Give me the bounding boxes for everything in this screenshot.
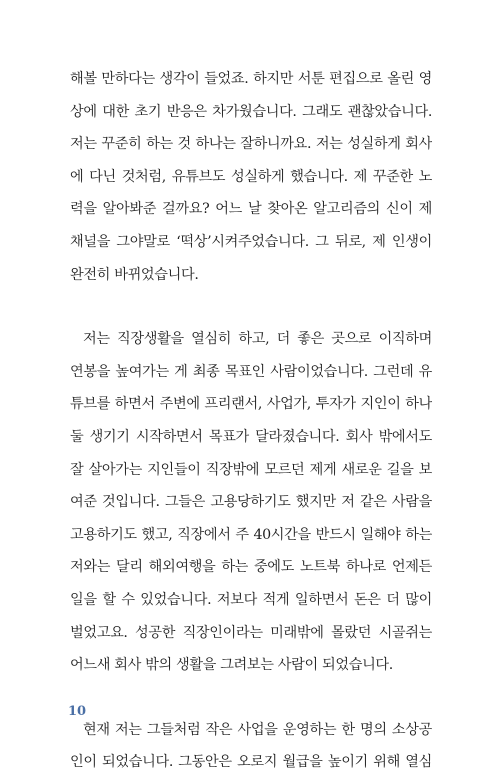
text-line: 채널을 그야말로 ‘떡상’시켜주었습니다. 그 뒤로, 제 인생이: [70, 233, 432, 250]
text-line: 저는 직장생활을 열심히 하고, 더 좋은 곳으로 이직하며: [83, 331, 432, 348]
text-line: 튜브를 하면서 주변에 프리랜서, 사업가, 투자가 지인이 하나: [70, 396, 432, 413]
text-line: 여준 것입니다. 그들은 고용당하기도 했지만 저 같은 사람을: [70, 494, 432, 511]
text-line: 둘 생기기 시작하면서 목표가 달라졌습니다. 회사 밖에서도: [70, 428, 432, 445]
text-line: 저는 꾸준히 하는 것 하나는 잘하니까요. 저는 성실하게 회사: [70, 136, 432, 153]
text-line: 연봉을 높여가는 게 최종 목표인 사람이었습니다. 그런데 유: [70, 363, 432, 380]
paragraph-1: [70, 63, 432, 291]
text-line: 저와는 달리 해외여행을 하는 중에도 노트북 하나로 언제든: [70, 559, 432, 576]
text-line: 현재 저는 그들처럼 작은 사업을 운영하는 한 명의 소상공: [83, 721, 432, 738]
paragraph-3: [70, 714, 432, 779]
text-line: 력을 알아봐준 걸까요? 어느 날 찾아온 알고리즘의 신이 제: [70, 201, 432, 218]
text-line: 완전히 바뀌었습니다.: [70, 266, 199, 283]
text-line: 고용하기도 했고, 직장에서 주 40시간을 반드시 일해야 하는: [70, 526, 432, 543]
text-line: 인이 되었습니다. 그동안은 오로지 월급을 높이기 위해 열심: [70, 754, 432, 771]
paragraph-gap: [70, 291, 432, 323]
text-line: 잘 살아가는 지인들이 직장밖에 모르던 제게 새로운 길을 보: [70, 461, 432, 478]
text-line: 어느새 회사 밖의 생활을 그려보는 사람이 되었습니다.: [70, 657, 393, 674]
text-line: 상에 대한 초기 반응은 차가웠습니다. 그래도 괜찮았습니다.: [70, 103, 432, 120]
text-line: 해볼 만하다는 생각이 들었죠. 하지만 서툰 편집으로 올린 영: [70, 71, 432, 87]
paragraph-2: [70, 323, 432, 682]
paragraph-gap: [70, 682, 432, 714]
page-number: 10: [68, 704, 87, 719]
text-line: 벌었고요. 성공한 직장인이라는 미래밖에 몰랐던 시골쥐는: [70, 624, 432, 641]
text-line: 에 다닌 것처럼, 유튜브도 성실하게 했습니다. 제 꾸준한 노: [70, 168, 432, 185]
text-line: 일을 할 수 있었습니다. 저보다 적게 일하면서 돈은 더 많이: [70, 591, 432, 608]
page-body: [70, 63, 432, 779]
